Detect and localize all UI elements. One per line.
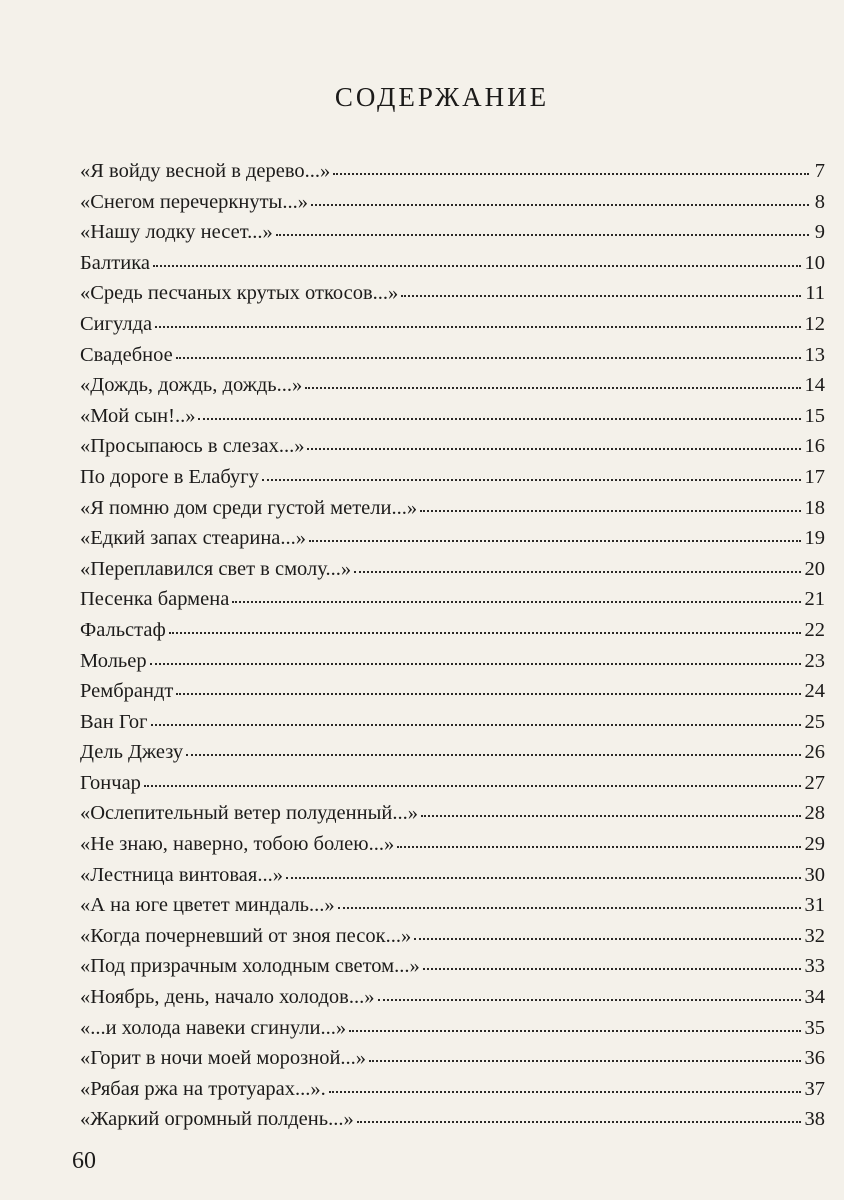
toc-entry xyxy=(80,554,825,585)
toc-entry xyxy=(80,798,825,829)
toc-entry-page: 19 xyxy=(804,527,825,550)
toc-entry-title: «Я помню дом среди густой метели...» xyxy=(80,496,418,519)
toc-entry-title: «Дождь, дождь, дождь...» xyxy=(80,374,303,397)
toc-entry-title: «Горит в ночи моей морозной...» xyxy=(80,1047,367,1070)
dot-leader xyxy=(186,738,800,758)
toc-entry xyxy=(80,615,825,646)
toc-entry-title: «Рябая ржа на тротуарах...». xyxy=(80,1077,326,1100)
toc-entry-page: 32 xyxy=(804,924,825,947)
dot-leader xyxy=(150,647,801,667)
toc-entry-title: Свадебное xyxy=(80,343,173,366)
toc-entry xyxy=(80,829,825,860)
toc-entry-title: «Лестница винтовая...» xyxy=(80,863,283,886)
dot-leader xyxy=(155,310,800,330)
toc-entry-page: 25 xyxy=(804,710,825,733)
toc-entry-title: «Не знаю, наверно, тобою болею...» xyxy=(80,833,395,856)
dot-leader xyxy=(329,1075,801,1095)
toc-entry-page: 35 xyxy=(804,1016,825,1039)
dot-leader xyxy=(357,1105,801,1125)
dot-leader xyxy=(414,922,800,942)
dot-leader xyxy=(151,708,801,728)
toc-entry-title: «Ноябрь, день, начало холодов...» xyxy=(80,986,375,1009)
toc-entry-title: Мольер xyxy=(80,649,147,672)
toc-entry xyxy=(80,370,825,401)
toc-entry-page: 31 xyxy=(804,894,825,917)
toc-entry-title: «Едкий запах стеарина...» xyxy=(80,527,307,550)
toc-entry xyxy=(80,737,825,768)
dot-leader xyxy=(198,402,800,422)
toc-entry xyxy=(80,493,825,524)
page-number: 60 xyxy=(72,1148,96,1174)
toc-entry-page: 9 xyxy=(814,221,825,244)
toc-entry-title: «Переплавился свет в смолу...» xyxy=(80,557,352,580)
toc-entry xyxy=(80,921,825,952)
toc-entry-title: Ван Гог xyxy=(80,710,148,733)
toc-entry-page: 23 xyxy=(804,649,825,672)
toc-entry-title: «Ослепительный ветер полуденный...» xyxy=(80,802,418,825)
dot-leader xyxy=(169,616,801,636)
toc-entry-title: Рембрандт xyxy=(80,680,174,703)
dot-leader xyxy=(420,494,800,514)
toc-entry-title: Балтика xyxy=(80,251,150,274)
toc-entry xyxy=(80,248,825,279)
dot-leader xyxy=(423,952,801,972)
toc-entry-title: «Средь песчаных крутых откосов...» xyxy=(80,282,399,305)
toc-entry-title: «А на юге цветет миндаль...» xyxy=(80,894,335,917)
toc-entry-title: «Когда почерневший от зноя песок...» xyxy=(80,924,412,947)
toc-entry xyxy=(80,156,825,187)
dot-leader xyxy=(309,524,800,544)
table-of-contents xyxy=(80,156,825,1135)
toc-entry-page: 33 xyxy=(804,955,825,978)
toc-entry-title: «Я войду весной в дерево...» xyxy=(80,160,331,182)
toc-entry-page: 8 xyxy=(814,190,825,213)
dot-leader xyxy=(276,218,809,238)
toc-entry-page: 27 xyxy=(804,771,825,794)
dot-leader xyxy=(401,279,801,299)
toc-entry-title: «Нашу лодку несет...» xyxy=(80,221,273,244)
toc-entry xyxy=(80,768,825,799)
contents-heading: СОДЕРЖАНИЕ xyxy=(334,82,550,112)
toc-entry xyxy=(80,951,825,982)
toc-entry-page: 17 xyxy=(804,465,825,488)
toc-entry xyxy=(80,523,825,554)
toc-entry-title: По дороге в Елабугу xyxy=(80,465,259,488)
toc-entry-page: 30 xyxy=(804,863,825,886)
toc-entry-page: 12 xyxy=(804,312,825,335)
dot-leader xyxy=(369,1044,800,1064)
toc-entry xyxy=(80,187,825,218)
toc-entry-page: 11 xyxy=(805,282,825,305)
toc-entry-page: 14 xyxy=(804,374,825,397)
dot-leader xyxy=(144,769,801,789)
dot-leader xyxy=(153,249,801,269)
toc-entry-page: 13 xyxy=(804,343,825,366)
toc-entry xyxy=(80,217,825,248)
toc-entry-title: Дель Джезу xyxy=(80,741,184,764)
dot-leader xyxy=(176,341,801,361)
toc-entry xyxy=(80,1074,825,1105)
toc-entry-page: 18 xyxy=(804,496,825,519)
dot-leader xyxy=(349,1014,800,1034)
toc-entry xyxy=(80,584,825,615)
toc-entry xyxy=(80,309,825,340)
toc-entry xyxy=(80,982,825,1013)
dot-leader xyxy=(333,157,809,177)
toc-entry-page: 22 xyxy=(804,618,825,641)
toc-entry-title: «Просыпаюсь в слезах...» xyxy=(80,435,305,458)
toc-entry xyxy=(80,401,825,432)
toc-entry xyxy=(80,860,825,891)
toc-entry xyxy=(80,278,825,309)
dot-leader xyxy=(232,585,800,605)
toc-entry xyxy=(80,707,825,738)
toc-entry-page: 26 xyxy=(804,741,825,764)
toc-entry-title: Песенка бармена xyxy=(80,588,230,611)
toc-entry-page: 29 xyxy=(804,833,825,856)
toc-entry-page: 38 xyxy=(804,1108,825,1131)
toc-entry-title: Сигулда xyxy=(80,312,153,335)
toc-entry-page: 37 xyxy=(804,1077,825,1100)
toc-entry-page: 16 xyxy=(804,435,825,458)
dot-leader xyxy=(307,432,800,452)
toc-entry xyxy=(80,431,825,462)
dot-leader xyxy=(354,555,800,575)
toc-entry-page: 24 xyxy=(804,680,825,703)
toc-entry xyxy=(80,646,825,677)
dot-leader xyxy=(286,861,801,881)
dot-leader xyxy=(262,463,801,483)
toc-entry-page: 7 xyxy=(814,160,825,182)
dot-leader xyxy=(397,830,800,850)
toc-entry xyxy=(80,1043,825,1074)
toc-entry-page: 20 xyxy=(804,557,825,580)
dot-leader xyxy=(378,983,801,1003)
toc-entry-page: 10 xyxy=(804,251,825,274)
dot-leader xyxy=(421,799,801,819)
toc-entry xyxy=(80,1013,825,1044)
toc-entry xyxy=(80,1104,825,1135)
toc-entry-title: «Под призрачным холодным светом...» xyxy=(80,955,420,978)
toc-entry-page: 21 xyxy=(804,588,825,611)
dot-leader xyxy=(338,891,801,911)
toc-entry-title: «Мой сын!..» xyxy=(80,404,196,427)
toc-entry-title: «...и холода навеки сгинули...» xyxy=(80,1016,347,1039)
toc-entry-title: «Снегом перечеркнуты...» xyxy=(80,190,308,213)
toc-entry-page: 28 xyxy=(804,802,825,825)
dot-leader xyxy=(305,371,800,391)
toc-entry-page: 15 xyxy=(804,404,825,427)
toc-entry-title: Гончар xyxy=(80,771,141,794)
dot-leader xyxy=(176,677,800,697)
toc-entry xyxy=(80,340,825,371)
toc-entry xyxy=(80,462,825,493)
dot-leader xyxy=(311,188,809,208)
toc-entry-title: Фальстаф xyxy=(80,618,166,641)
toc-entry-page: 34 xyxy=(804,986,825,1009)
toc-entry xyxy=(80,676,825,707)
toc-entry-title: «Жаркий огромный полдень...» xyxy=(80,1108,354,1131)
toc-entry-page: 36 xyxy=(804,1047,825,1070)
toc-entry xyxy=(80,890,825,921)
